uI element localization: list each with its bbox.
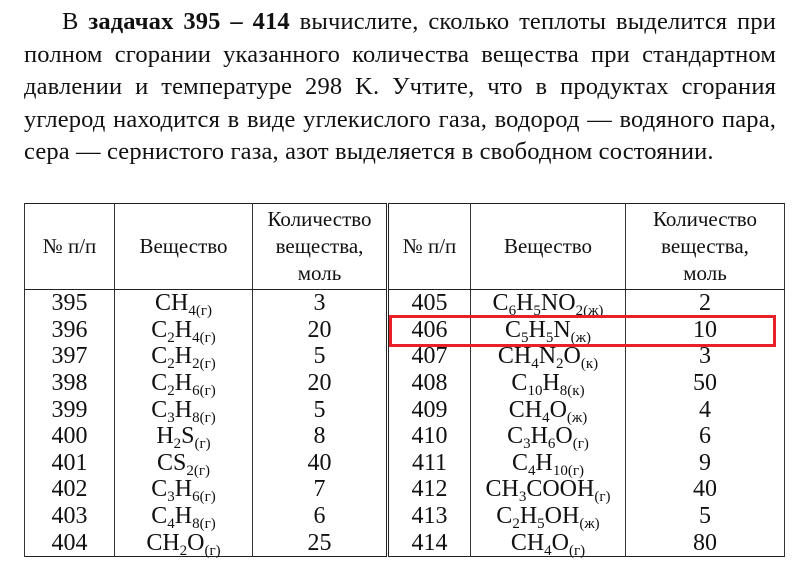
formula-symbol: C [151, 476, 168, 503]
intro-text: вычислите, сколько теплоты выделится при полном сгорании указанного количества вещества при стандартном давлении и температуре 298 K. Учтите, что в продуктах сгорания углерод находится в виде углекислого газа, водород — водяного пара, сера — сернистого газа, азот выделяется в свободном состоянии. [24, 8, 776, 165]
formula-symbol: O [563, 343, 581, 370]
formula-symbol: CH [510, 529, 545, 556]
formula-subscript: 2 [179, 542, 188, 559]
formula-symbol: H [174, 476, 193, 503]
intro-task-range: задачах 395 – 414 [88, 8, 290, 35]
formula-symbol: H [174, 370, 193, 397]
header-num-left: № п/п [25, 204, 115, 290]
task-number: 401 [25, 450, 115, 477]
formula-subscript: 2 [512, 516, 520, 533]
formula-symbol: C [496, 503, 513, 530]
substance-formula [115, 317, 253, 344]
table-row [25, 529, 785, 556]
substance-amount: 40 [626, 476, 785, 503]
formula-symbol: C [511, 370, 528, 397]
formula-symbol: H [174, 396, 193, 423]
formula-subscript: 2 [167, 383, 175, 400]
substance-amount: 20 [253, 317, 388, 344]
formula-symbol: H [174, 343, 193, 370]
formula-subscript: 3 [518, 489, 527, 506]
formula-symbol: H [530, 423, 548, 450]
formula-symbol: N [538, 343, 557, 370]
substance-formula [115, 370, 253, 400]
formula-subscript: 10 [527, 383, 543, 400]
substance-amount: 8 [253, 423, 388, 450]
table-row [25, 370, 785, 397]
task-number: 412 [388, 476, 471, 503]
formula-subscript: 5 [545, 329, 554, 346]
formula-subscript: (ж) [566, 409, 588, 426]
formula-subscript: 5 [537, 516, 545, 533]
formula-symbol: C [151, 316, 168, 343]
task-number: 413 [388, 503, 471, 530]
formula-symbol: N [553, 316, 571, 343]
formula-symbol: H [156, 423, 174, 450]
formula-symbol: CH [485, 476, 519, 503]
formula-subscript: 2 [167, 329, 175, 346]
formula-symbol: CH [146, 529, 180, 556]
formula-subscript: 2 [167, 356, 175, 373]
formula-symbol: H [516, 290, 534, 317]
substance-formula [471, 370, 626, 400]
substance-formula [115, 423, 253, 453]
substance-amount: 3 [626, 343, 785, 370]
task-number: 405 [388, 290, 471, 317]
formula-subscript: 3 [523, 436, 531, 453]
task-number: 409 [388, 396, 471, 423]
formula-subscript: (ж) [570, 329, 592, 346]
substance-amount: 20 [253, 370, 388, 397]
formula-symbol: C [492, 290, 509, 317]
formula-symbol: C [504, 316, 521, 343]
formula-subscript: 6 [508, 303, 517, 320]
formula-subscript: 8(к) [559, 383, 585, 400]
substance-formula [115, 343, 253, 373]
formula-symbol: H [535, 449, 553, 476]
formula-symbol: C [507, 423, 524, 450]
substance-amount: 10 [626, 317, 785, 344]
task-number: 407 [388, 343, 471, 370]
substance-amount: 9 [626, 450, 785, 477]
substance-amount: 4 [626, 396, 785, 423]
formula-subscript: 4 [544, 542, 552, 559]
formula-subscript: 3 [167, 489, 175, 506]
substance-formula [115, 290, 253, 320]
formula-symbol: C [151, 343, 168, 370]
substance-formula [471, 396, 626, 426]
formula-subscript: 6 [547, 436, 556, 453]
header-substance-right: Вещество [471, 204, 626, 290]
formula-symbol: COOH [526, 476, 595, 503]
task-number: 406 [388, 317, 471, 344]
task-number: 414 [388, 529, 471, 556]
table-row [25, 290, 785, 317]
header-amount-left: Количество вещества, моль [253, 204, 388, 290]
formula-subscript: 8(г) [192, 409, 216, 426]
formula-symbol: CS [156, 449, 187, 476]
formula-symbol: S [181, 423, 195, 450]
formula-subscript: 4 [531, 356, 539, 373]
task-number: 411 [388, 450, 471, 477]
formula-subscript: 10(г) [552, 462, 584, 479]
substance-formula [115, 450, 253, 477]
formula-subscript: 2 [556, 356, 564, 373]
formula-symbol: O [551, 529, 570, 556]
substance-amount: 6 [626, 423, 785, 450]
formula-symbol: OH [544, 503, 580, 530]
substance-formula [115, 529, 253, 559]
formula-subscript: (ж) [579, 516, 600, 533]
formula-subscript: 2(ж) [575, 303, 604, 320]
substance-amount: 5 [626, 503, 785, 530]
formula-symbol: H [174, 316, 193, 343]
substance-formula [471, 343, 626, 373]
table-row [25, 317, 785, 344]
task-number: 402 [25, 476, 115, 503]
formula-subscript: 2(г) [186, 462, 210, 479]
table-row [25, 503, 785, 530]
substance-formula [471, 476, 626, 506]
formula-symbol: H [519, 503, 538, 530]
substance-amount: 40 [253, 450, 388, 477]
intro-lead: В [62, 8, 89, 35]
table-body [25, 290, 785, 557]
substance-formula [471, 423, 626, 453]
substance-amount: 3 [253, 290, 388, 317]
formula-symbol: H [174, 503, 193, 530]
formula-symbol: O [555, 423, 573, 450]
formula-subscript: 4 [167, 516, 175, 533]
task-number: 398 [25, 370, 115, 397]
substance-amount: 5 [253, 343, 388, 370]
substance-amount: 25 [253, 529, 388, 556]
substance-formula [471, 529, 626, 559]
task-number: 404 [25, 529, 115, 556]
table-row [25, 423, 785, 450]
formula-subscript: 5 [533, 303, 541, 320]
substance-formula [471, 450, 626, 477]
header-num-right: № п/п [388, 204, 471, 290]
formula-subscript: 8(г) [192, 516, 216, 533]
formula-symbol: O [187, 529, 205, 556]
formula-symbol: C [151, 503, 168, 530]
formula-subscript: (г) [569, 542, 586, 559]
formula-subscript: (г) [194, 436, 211, 453]
table-row [25, 396, 785, 423]
task-number: 400 [25, 423, 115, 450]
substance-amount: 5 [253, 396, 388, 423]
formula-subscript: 4 [528, 462, 536, 479]
tasks-table [24, 203, 785, 557]
table-row [25, 476, 785, 503]
task-number: 408 [388, 370, 471, 397]
task-number: 403 [25, 503, 115, 530]
formula-subscript: (г) [594, 489, 611, 506]
substance-formula [471, 503, 626, 533]
substance-formula [115, 476, 253, 506]
header-substance-left: Вещество [115, 204, 253, 290]
formula-symbol: CH [497, 343, 532, 370]
substance-amount: 80 [626, 529, 785, 556]
formula-subscript: 4 [542, 409, 550, 426]
formula-symbol: H [528, 316, 546, 343]
formula-subscript: (к) [580, 356, 599, 373]
table-header-row [25, 204, 785, 290]
formula-symbol: C [511, 449, 528, 476]
task-intro-paragraph [24, 6, 776, 169]
formula-symbol: C [151, 396, 168, 423]
formula-subscript: 6(г) [192, 489, 216, 506]
formula-subscript: 4(г) [192, 329, 216, 346]
header-amount-right: Количество вещества, моль [626, 204, 785, 290]
formula-symbol: CH [155, 290, 189, 317]
formula-symbol: C [151, 370, 168, 397]
substance-amount: 6 [253, 503, 388, 530]
substance-formula [471, 317, 626, 344]
formula-subscript: 2 [173, 436, 182, 453]
substance-amount: 2 [626, 290, 785, 317]
task-number: 397 [25, 343, 115, 370]
formula-symbol: O [549, 396, 567, 423]
substance-formula [115, 396, 253, 426]
substance-formula [115, 503, 253, 533]
task-number: 399 [25, 396, 115, 423]
formula-subscript: (г) [572, 436, 589, 453]
formula-subscript: 3 [167, 409, 175, 426]
formula-subscript: (г) [204, 542, 221, 559]
task-number: 395 [25, 290, 115, 317]
formula-subscript: 2(г) [192, 356, 216, 373]
substance-amount: 50 [626, 370, 785, 397]
formula-subscript: 4(г) [188, 303, 212, 320]
formula-subscript: 6(г) [192, 383, 216, 400]
formula-symbol: NO [540, 290, 576, 317]
task-number: 410 [388, 423, 471, 450]
table-row [25, 343, 785, 370]
table-row [25, 450, 785, 477]
formula-symbol: CH [508, 396, 543, 423]
task-number: 396 [25, 317, 115, 344]
formula-subscript: 5 [520, 329, 529, 346]
substance-amount: 7 [253, 476, 388, 503]
formula-symbol: H [542, 370, 560, 397]
substance-formula [471, 290, 626, 320]
